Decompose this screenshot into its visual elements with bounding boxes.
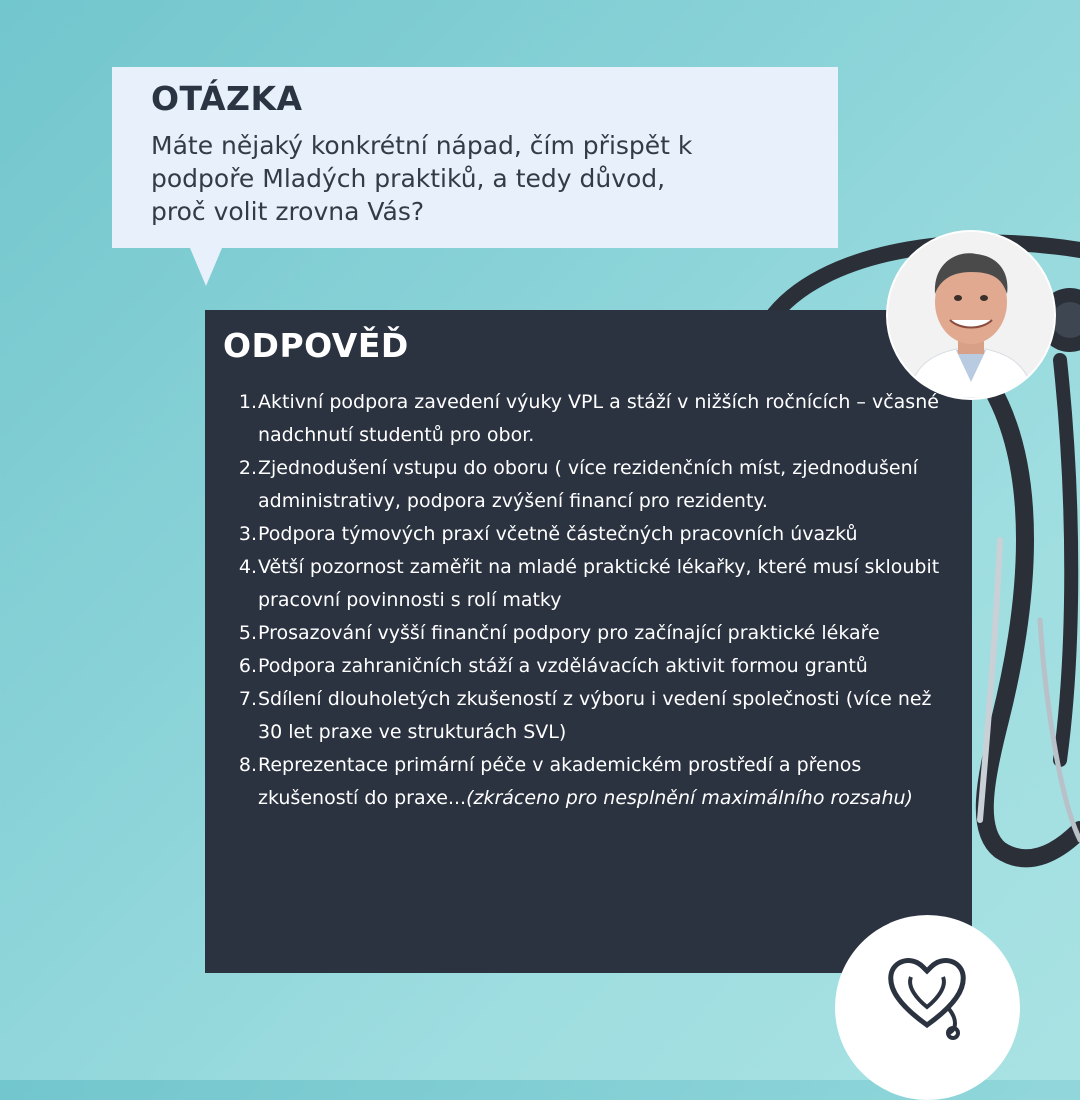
answer-panel <box>205 310 972 973</box>
answer-item <box>223 617 956 650</box>
answer-item <box>223 551 956 617</box>
answer-item-number: 1. <box>238 391 257 413</box>
answer-item <box>223 749 956 815</box>
answer-item-number: 3. <box>238 523 257 545</box>
answer-heading: ODPOVĚĎ <box>223 326 409 365</box>
answer-item-number: 4. <box>238 556 257 578</box>
question-text: Máte nějaký konkrétní nápad, čím přispět k podpoře Mladých praktiků, a tedy důvod, proč volit zrovna Vás? <box>151 131 693 226</box>
answer-item-note: (zkráceno pro nesplnění maximálního rozsahu) <box>466 787 913 809</box>
answer-item-text: Sdílení dlouholetých zkušeností z výboru i vedení společnosti (více než 30 let praxe ve strukturách SVL) <box>258 688 932 743</box>
answer-item <box>223 452 956 518</box>
answer-item-text: Podpora týmových praxí včetně částečných pracovních úvazků <box>258 523 858 545</box>
answer-item-text: Aktivní podpora zavedení výuky VPL a stáží v nižších ročnících – včasné nadchnutí studentů pro obor. <box>258 391 939 446</box>
question-bubble-tail <box>190 248 222 286</box>
answer-item-number: 7. <box>238 688 257 710</box>
question-heading: OTÁZKA <box>151 79 303 118</box>
logo-badge <box>835 915 1020 1100</box>
answer-item-number: 2. <box>238 457 257 479</box>
heart-stethoscope-icon <box>887 953 971 1043</box>
answer-item <box>223 518 956 551</box>
answer-item-text: Reprezentace primární péče v akademickém prostředí a přenos zkušeností do praxe... <box>258 754 862 809</box>
answer-item-text: Větší pozornost zaměřit na mladé praktické lékařky, které musí skloubit pracovní povinnosti s rolí matky <box>258 556 940 611</box>
candidate-portrait <box>888 232 1054 398</box>
answer-item-number: 8. <box>238 754 257 776</box>
answer-item <box>223 386 956 452</box>
answer-item-text: Zjednodušení vstupu do oboru ( více rezidenčních míst, zjednodušení administrativy, podpora zvýšení financí pro rezidenty. <box>258 457 918 512</box>
answer-item-number: 6. <box>238 655 257 677</box>
answer-item <box>223 683 956 749</box>
answer-list <box>223 386 956 815</box>
answer-item-number: 5. <box>238 622 257 644</box>
answer-item <box>223 650 956 683</box>
answer-item-text: Prosazování vyšší finanční podpory pro začínající praktické lékaře <box>258 622 880 644</box>
portrait-illustration <box>888 232 1054 398</box>
answer-item-text: Podpora zahraničních stáží a vzdělávacích aktivit formou grantů <box>258 655 868 677</box>
question-bubble <box>112 67 838 248</box>
